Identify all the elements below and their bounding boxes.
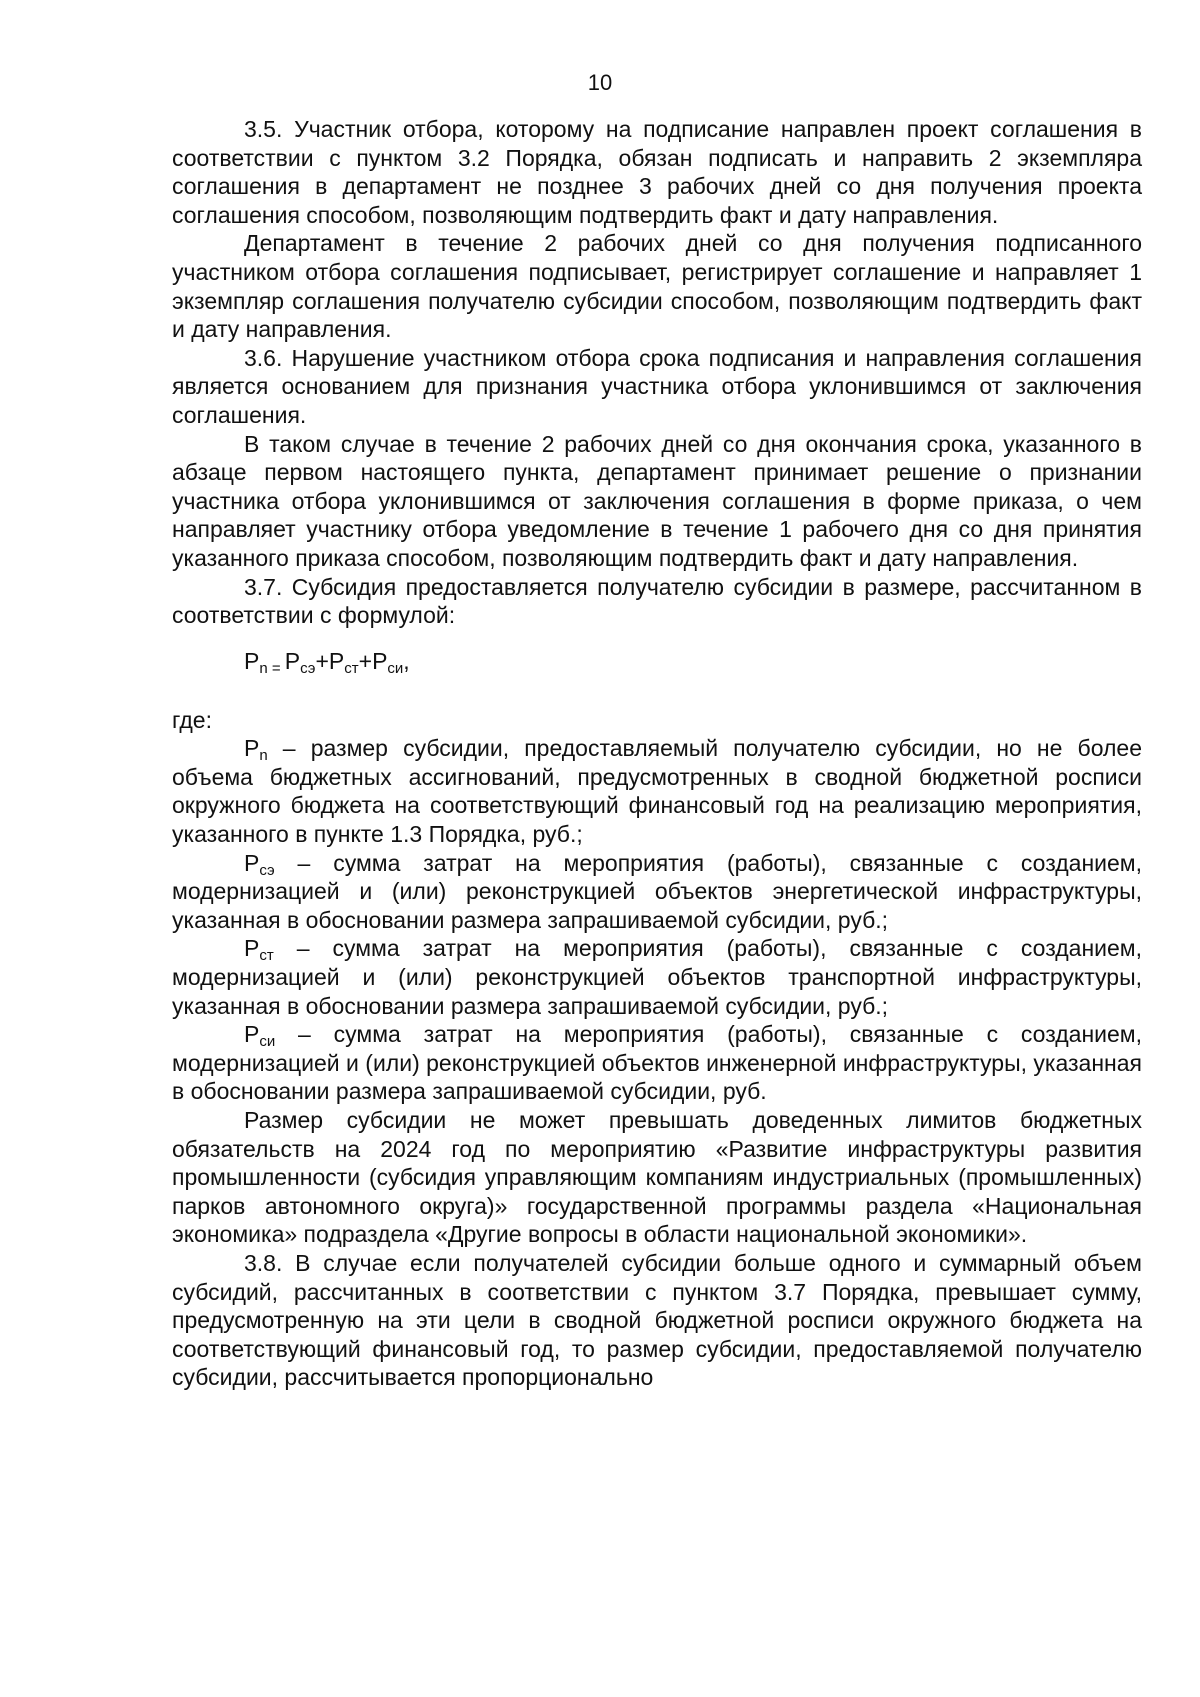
formula-sub-n: n bbox=[259, 659, 268, 677]
definition-psi bbox=[172, 1020, 1142, 1106]
definition-pn bbox=[172, 734, 1142, 848]
symbol-sub-st: ст bbox=[259, 947, 274, 965]
definition-pn-text: – размер субсидии, предоставляемый получателю субсидии, но не более объема бюджетных ассигнований, предусмотренных в сводной бюджетной росписи окружного бюджета на соответствующий финансовый год на реализацию мероприятия, указанного в пункте 1.3 Порядка, руб.; bbox=[172, 735, 1142, 848]
symbol-sub-n: n bbox=[259, 747, 268, 765]
paragraph-3-6: 3.6. Нарушение участником отбора срока подписания и направления соглашения является основанием для признания участника отбора уклонившимся от заключения соглашения. bbox=[172, 344, 1142, 428]
formula-sub-si: си bbox=[387, 659, 404, 677]
formula-plus-2: + bbox=[358, 647, 373, 674]
paragraph-department: Департамент в течение 2 рабочих дней со дня получения подписанного участником отбора соглашения подписывает, регистрирует соглашение и направляет 1 экземпляр соглашения получателю субсидии способом, позволяющим подтвердить факт и дату направления. bbox=[172, 230, 1142, 343]
definition-pst-text: – сумма затрат на мероприятия (работы), связанные с созданием, модернизацией и (или) реконструкцией объектов транспортной инфраструктуры, указанная в обосновании размера запрашиваемой субсидии, руб.; bbox=[172, 935, 1142, 1019]
paragraph-evasion: В таком случае в течение 2 рабочих дней со дня окончания срока, указанного в абзаце первом настоящего пункта, департамент принимает решение о признании участника отбора уклонившимся от заключения соглашения в форме приказа, о чем направляет участнику отбора уведомление в течение 1 рабочего дня со дня принятия указанного приказа способом, позволяющим подтвердить факт и дату направления. bbox=[172, 430, 1142, 571]
paragraph-3-5: 3.5. Участник отбора, которому на подписание направлен проект соглашения в соответствии с пунктом 3.2 Порядка, обязан подписать и направить 2 экземпляра соглашения в департамент не позднее 3 рабочих дней со дня получения проекта соглашения способом, позволяющим подтвердить факт и дату направления. bbox=[172, 116, 1142, 228]
symbol-p: P bbox=[244, 1021, 260, 1048]
formula-plus-1: + bbox=[315, 647, 329, 674]
formula-sub-se: сэ bbox=[300, 659, 316, 677]
formula-comma: , bbox=[403, 647, 410, 674]
formula-p-se: P bbox=[284, 647, 301, 674]
symbol-p: P bbox=[244, 735, 260, 762]
symbol-sub-se: сэ bbox=[259, 861, 275, 879]
symbol-p: P bbox=[244, 849, 260, 876]
formula-p-st: P bbox=[328, 647, 345, 674]
formula-p-si: P bbox=[372, 647, 388, 674]
where-label: где: bbox=[172, 706, 212, 733]
formula-equals: = bbox=[267, 659, 285, 677]
definition-pse bbox=[172, 849, 1142, 935]
formula-p-n: P bbox=[244, 647, 260, 674]
definition-psi-text: – сумма затрат на мероприятия (работы), связанные с созданием, модернизацией и (или) реконструкцией объектов инженерной инфраструктуры, указанная в обосновании размера запрашиваемой субсидии, руб. bbox=[172, 1021, 1142, 1105]
definition-pst bbox=[172, 934, 1142, 1020]
subsidy-formula bbox=[172, 630, 1142, 706]
paragraph-3-8: 3.8. В случае если получателей субсидии больше одного и суммарный объем субсидий, рассчитанных в соответствии с пунктом 3.7 Порядка, превышает сумму, предусмотренную на эти цели в сводной бюджетной росписи окружного бюджета на соответствующий финансовый год, то размер субсидии, предоставляемой получателю субсидии, рассчитывается пропорционально bbox=[172, 1249, 1142, 1391]
definition-pse-text: – сумма затрат на мероприятия (работы), связанные с созданием, модернизацией и (или) реконструкцией объектов энергетической инфраструктуры, указанная в обосновании размера запрашиваемой субсидии, руб.; bbox=[172, 849, 1142, 933]
page-number: 10 bbox=[587, 70, 613, 95]
paragraph-3-7: 3.7. Субсидия предоставляется получателю субсидии в размере, рассчитанном в соответствии с формулой: bbox=[172, 573, 1142, 629]
paragraph-limit: Размер субсидии не может превышать доведенных лимитов бюджетных обязательств на 2024 год по мероприятию «Развитие инфраструктуры развития промышленности (субсидия управляющим компаниям индустриальных (промышленных) парков автономного округа)» государственной программы раздела «Национальная экономика» подраздела «Другие вопросы в области национальной экономики». bbox=[172, 1107, 1142, 1248]
formula-sub-st: ст bbox=[344, 659, 359, 677]
symbol-sub-si: си bbox=[259, 1033, 276, 1051]
document-body bbox=[172, 115, 1142, 1392]
symbol-p: P bbox=[244, 935, 260, 962]
